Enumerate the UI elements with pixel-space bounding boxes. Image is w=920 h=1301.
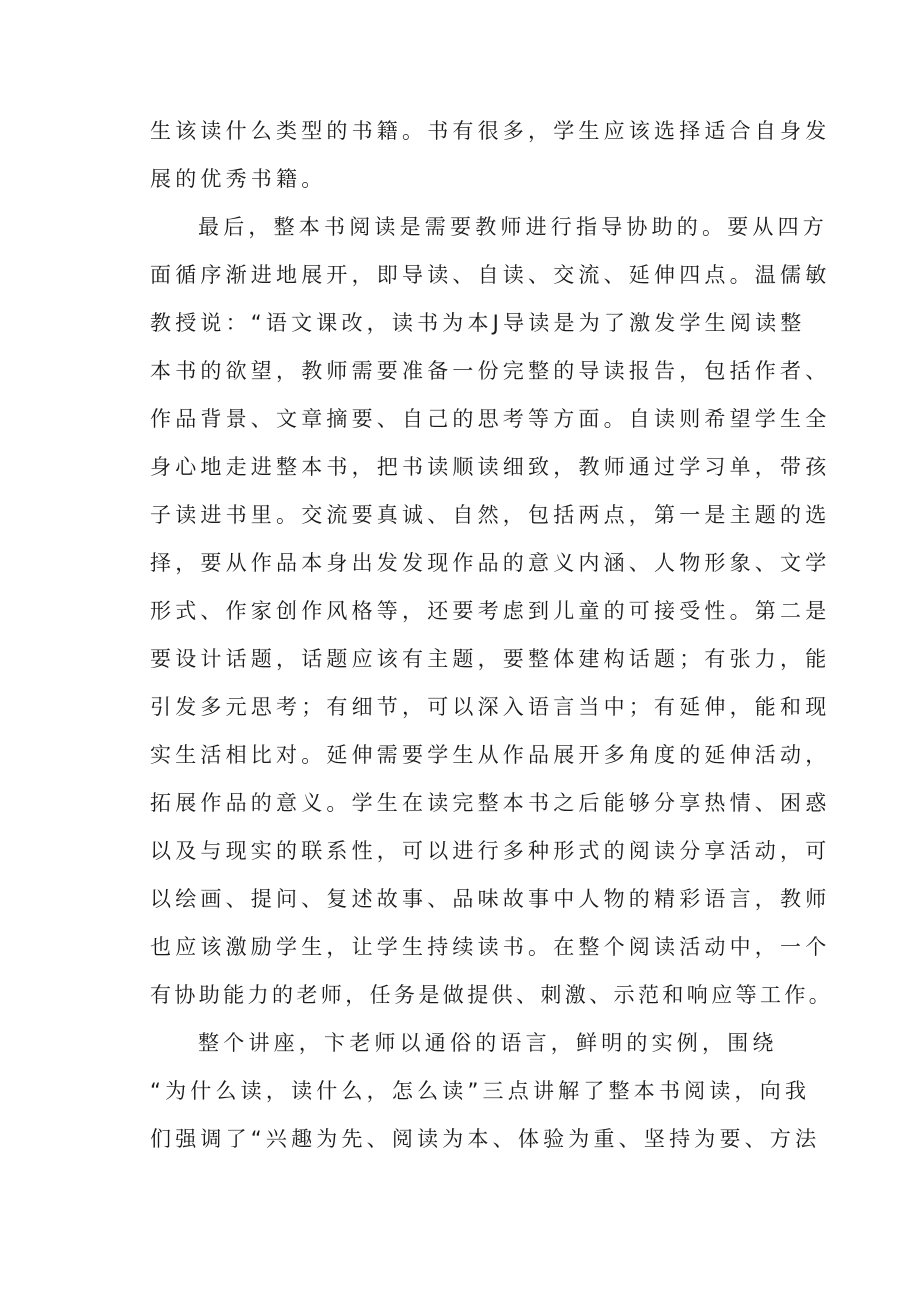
text-line: 有协助能力的老师，任务是做提供、刺激、示范和响应等工作。	[150, 983, 834, 1007]
text-line: 子读进书里。交流要真诚、自然，包括两点，第一是主题的选	[150, 503, 831, 527]
text-line: 身心地走进整本书，把书读顺读细致，教师通过学习单，带孩	[150, 455, 831, 479]
text-line: 教授说：“语文课改，读书为本J导读是为了激发学生阅读整	[150, 311, 806, 335]
text-line: 展的优秀书籍。	[150, 167, 327, 191]
text-line: 实生活相比对。延伸需要学生从作品展开多角度的延伸活动，	[150, 743, 831, 767]
text-line: 形式、作家创作风格等，还要考虑到儿童的可接受性。第二是	[150, 599, 831, 623]
text-line: 以及与现实的联系性，可以进行多种形式的阅读分享活动，可	[150, 839, 831, 863]
text-line: “为什么读，读什么，怎么读”三点讲解了整本书阅读，向我	[150, 1079, 811, 1103]
text-line: 面循序渐进地展开，即导读、自读、交流、延伸四点。温儒敏	[150, 263, 831, 287]
text-line: 们强调了“兴趣为先、阅读为本、体验为重、坚持为要、方法	[150, 1127, 821, 1151]
text-line: 本书的欲望，教师需要准备一份完整的导读报告，包括作者、	[150, 359, 831, 383]
body-text	[150, 107, 834, 1163]
text-line: 整个讲座，卞老师以通俗的语言，鲜明的实例，围绕	[198, 1031, 778, 1055]
text-line: 作品背景、文章摘要、自己的思考等方面。自读则希望学生全	[150, 407, 831, 431]
text-line: 拓展作品的意义。学生在读完整本书之后能够分享热情、困惑	[150, 791, 831, 815]
text-line: 择，要从作品本身出发发现作品的意义内涵、人物形象、文学	[150, 551, 831, 575]
text-line: 要设计话题，话题应该有主题，要整体建构话题；有张力，能	[150, 647, 831, 671]
text-line: 最后，整本书阅读是需要教师进行指导协助的。要从四方	[198, 215, 828, 239]
text-line: 引发多元思考；有细节，可以深入语言当中；有延伸，能和现	[150, 695, 831, 719]
text-line: 也应该激励学生，让学生持续读书。在整个阅读活动中，一个	[150, 935, 831, 959]
text-line: 以绘画、提问、复述故事、品味故事中人物的精彩语言，教师	[150, 887, 831, 911]
text-line: 生该读什么类型的书籍。书有很多，学生应该选择适合自身发	[150, 119, 831, 143]
